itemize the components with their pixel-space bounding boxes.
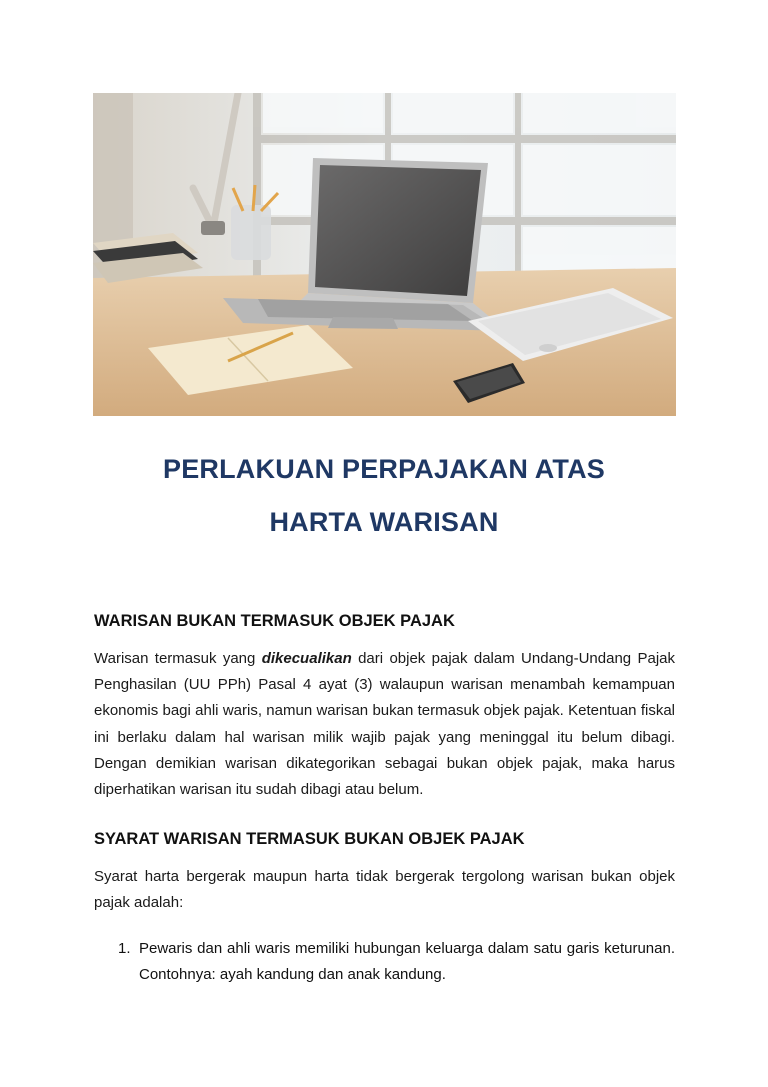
section-2-paragraph: Syarat harta bergerak maupun harta tidak bergerak tergolong warisan bukan objek pajak adalah: bbox=[94, 868, 675, 912]
list-item-number: 1. bbox=[118, 940, 131, 957]
section-1-text-after: dari objek pajak dalam Undang-Undang Pajak Penghasilan (UU PPh) Pasal 4 ayat (3) walaupun warisan menambah kemampuan ekonomis bagi ahli waris, namun warisan bukan termasuk objek pajak. Ketentuan fiskal ini berlaku dalam hal warisan milik wajib pajak yang meninggal itu belum dibagi. Dengan demikian warisan dikategorikan sebagai bukan objek pajak, maka harus diperhatikan warisan itu sudah dibagi atau belum. bbox=[94, 650, 675, 799]
section-1-text-before: Warisan termasuk yang bbox=[94, 650, 262, 667]
document-title-line-2: HARTA WARISAN bbox=[269, 507, 499, 537]
list-item bbox=[118, 936, 675, 988]
list-item-text: Pewaris dan ahli waris memiliki hubungan keluarga dalam satu garis keturunan. Contohnya: ayah kandung dan anak kandung. bbox=[139, 940, 675, 984]
requirements-list bbox=[118, 936, 675, 988]
hero-photo bbox=[93, 93, 676, 416]
section-1-heading: WARISAN BUKAN TERMASUK OBJEK PAJAK bbox=[94, 612, 455, 630]
desk-laptop-illustration bbox=[93, 93, 676, 416]
document-title-line-1: PERLAKUAN PERPAJAKAN ATAS bbox=[162, 454, 606, 484]
section-1-emphasis: dikecualikan bbox=[261, 650, 352, 667]
section-1-paragraph bbox=[94, 646, 675, 803]
section-2-heading: SYARAT WARISAN TERMASUK BUKAN OBJEK PAJAK bbox=[94, 830, 525, 848]
